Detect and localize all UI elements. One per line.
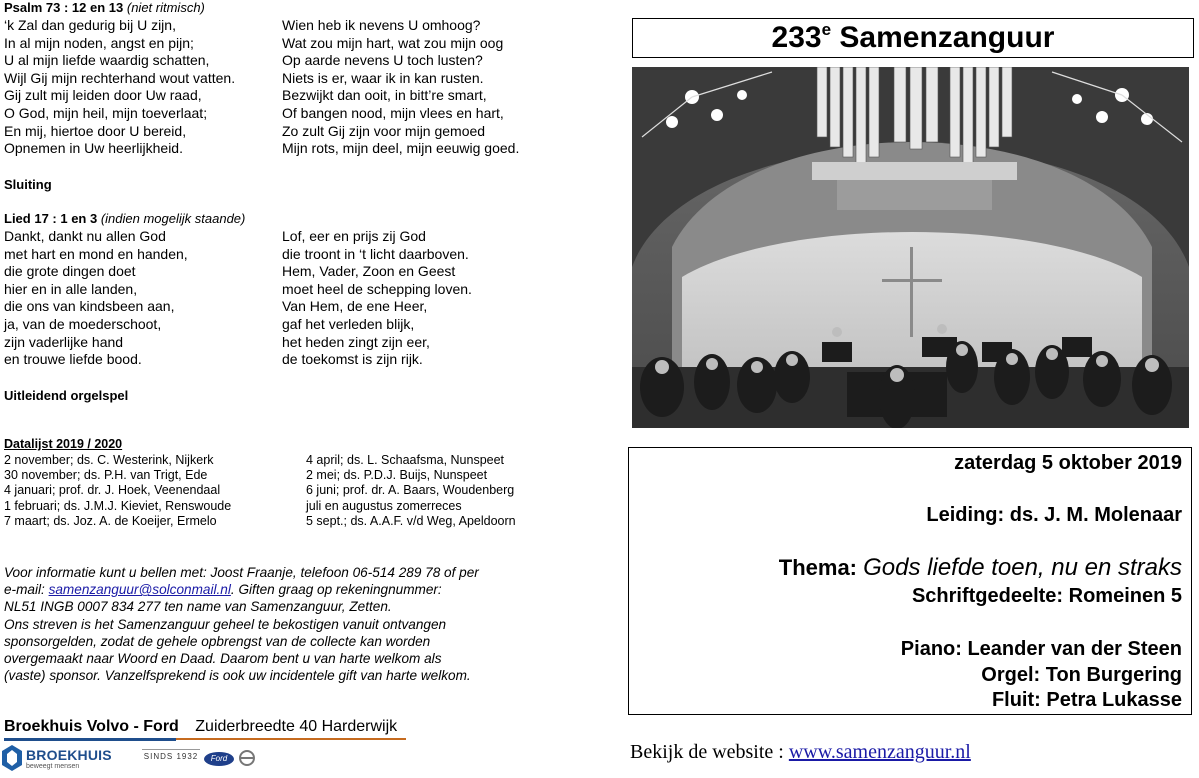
event-piano: Piano: Leander van der Steen: [900, 638, 1182, 660]
email-link[interactable]: samenzanguur@solconmail.nl: [48, 582, 231, 598]
event-thema: [779, 554, 1182, 582]
website-line: [630, 741, 971, 764]
datalijst-entry: juli en augustus zomerreces: [306, 498, 462, 513]
lied-left-column: [4, 228, 282, 369]
info-text: . Giften graag op rekeningnummer:: [230, 582, 442, 598]
website-link[interactable]: www.samenzanguur.nl: [788, 741, 971, 763]
lied-line: ja, van de moederschoot,: [4, 315, 162, 332]
datalijst-right: [306, 453, 516, 529]
datalijst-entry: 1 februari; ds. J.M.J. Kieviet, Renswoude: [4, 498, 232, 513]
psalm-line: Niets is er, waar ik in kan rusten.: [282, 69, 484, 86]
psalm-line: O God, mijn heil, mijn toeverlaat;: [4, 104, 208, 121]
psalm-right-column: [282, 17, 519, 158]
since-1932-badge: SINDS 1932: [142, 749, 200, 772]
info-line: Voor informatie kunt u bellen met: Joost Fraanje, telefoon 06-514 289 78 of per: [4, 565, 479, 580]
event-orgel: Orgel: Ton Burgering: [981, 664, 1182, 686]
broekhuis-logo-text: BROEKHUIS: [26, 747, 112, 763]
website-label: Bekijk de website :: [630, 741, 789, 763]
info-line: NL51 INGB 0007 834 277 ten name van Samenzanguur, Zetten.: [4, 599, 392, 615]
datalijst-left: [4, 453, 306, 529]
lied-note: (indien mogelijk staande): [100, 211, 246, 226]
orchestra-photo: [632, 67, 1189, 428]
datalijst-entry: 7 maart; ds. Joz. A. de Koeijer, Ermelo: [4, 513, 217, 528]
psalm-line: U al mijn liefde waardig schatten,: [4, 52, 210, 69]
psalm-line: Of bangen nood, mijn vlees en hart,: [282, 104, 504, 121]
datalijst-entry: 30 november; ds. P.H. van Trigt, Ede: [4, 468, 208, 483]
sluiting-heading: Sluiting: [4, 177, 52, 192]
lied-line: die grote dingen doet: [4, 263, 136, 280]
event-title-box: [632, 18, 1194, 58]
event-info-box: [628, 447, 1192, 715]
psalm-line: Bezwijkt dan ooit, in bitt’re smart,: [282, 87, 487, 104]
broekhuis-logo: [2, 745, 132, 775]
lied-line: zijn vaderlijke hand: [4, 333, 124, 350]
event-leiding: Leiding: ds. J. M. Molenaar: [926, 504, 1182, 526]
datalijst-title: Datalijst 2019 / 2020: [4, 437, 123, 451]
lied-right-column: [282, 228, 472, 369]
sponsor-underline-blue: [4, 738, 176, 741]
event-fluit: Fluit: Petra Lukasse: [991, 689, 1182, 711]
lied-line: Van Hem, de ene Heer,: [282, 298, 428, 315]
psalm-line: Wat zou mijn hart, wat zou mijn oog: [282, 34, 504, 51]
datalijst-entry: 4 april; ds. L. Schaafsma, Nunspeet: [306, 453, 505, 467]
lied-line: die troont in ‘t licht daarboven.: [282, 245, 469, 262]
lied-line: Lof, eer en prijs zij God: [282, 228, 426, 244]
volvo-logo-icon: [238, 748, 256, 768]
info-line: overgemaakt naar Woord en Daad. Daarom bent u van harte welkom als: [4, 651, 442, 667]
datalijst: [4, 453, 516, 529]
sponsor-line: [4, 718, 397, 736]
psalm-line: Op aarde nevens U toch lusten?: [282, 52, 483, 69]
lied-line: die ons van kindsbeen aan,: [4, 298, 175, 315]
info-block: [4, 564, 479, 684]
psalm-verses: [4, 17, 519, 158]
psalm-line: Wien heb ik nevens U omhoog?: [282, 17, 481, 33]
lied-line: met hart en mond en handen,: [4, 245, 188, 262]
lied-line: het heden zingt zijn eer,: [282, 333, 430, 350]
psalm-line: Gij zult mij leiden door Uw raad,: [4, 87, 202, 104]
lied-line: hier en in alle landen,: [4, 280, 138, 297]
datalijst-entry: 2 november; ds. C. Westerink, Nijkerk: [4, 453, 214, 467]
event-number: 233: [771, 21, 822, 54]
psalm-title: Psalm 73 : 12 en 13: [4, 0, 124, 15]
event-title: Samenzanguur: [839, 21, 1055, 54]
psalm-line: Zo zult Gij zijn voor mijn gemoed: [282, 122, 486, 139]
datalijst-entry: 5 sept.; ds. A.A.F. v/d Weg, Apeldoorn: [306, 513, 516, 528]
psalm-line: Mijn rots, mijn deel, mijn eeuwig goed.: [282, 140, 520, 157]
thema-label: Thema:: [778, 555, 858, 580]
psalm-note: (niet ritmisch): [126, 0, 205, 15]
sponsor-name: Broekhuis Volvo - Ford: [4, 718, 179, 735]
datalijst-entry: 2 mei; ds. P.D.J. Buijs, Nunspeet: [306, 468, 488, 483]
psalm-line: En mij, hiertoe door U bereid,: [4, 122, 187, 139]
orchestra-photo-image: [632, 67, 1189, 428]
lied-line: Hem, Vader, Zoon en Geest: [282, 263, 456, 280]
event-date: zaterdag 5 oktober 2019: [954, 452, 1182, 474]
info-email-prefix: e-mail:: [4, 582, 49, 598]
lied-line: de toekomst is zijn rijk.: [282, 351, 423, 368]
ford-logo-icon: Ford: [204, 752, 234, 766]
lied-verses: [4, 228, 472, 369]
event-schriftgedeelte: Schriftgedeelte: Romeinen 5: [911, 585, 1182, 607]
psalm-left-column: [4, 17, 282, 158]
info-line: [4, 581, 479, 598]
lied-title: Lied 17 : 1 en 3: [4, 211, 98, 226]
lied-line: moet heel de schepping loven.: [282, 280, 472, 297]
event-number-suffix: e: [821, 20, 832, 39]
sponsor-address: Zuiderbreedte 40 Harderwijk: [195, 718, 398, 735]
psalm-line: Opnemen in Uw heerlijkheid.: [4, 140, 183, 157]
broekhuis-mark-icon: [2, 745, 22, 771]
uitleidend-heading: Uitleidend orgelspel: [4, 388, 129, 403]
lied-line: en trouwe liefde bood.: [4, 351, 142, 368]
lied-line: Dankt, dankt nu allen God: [4, 228, 166, 244]
psalm-line: In al mijn noden, angst en pijn;: [4, 34, 194, 51]
broekhuis-tagline: beweegt mensen: [26, 763, 80, 770]
sponsor-underline-orange: [176, 738, 406, 740]
datalijst-entry: 4 januari; prof. dr. J. Hoek, Veenendaal: [4, 483, 221, 498]
info-line: (vaste) sponsor. Vanzelfsprekend is ook uw incidentele gift van harte welkom.: [4, 668, 471, 684]
lied-heading: [4, 211, 245, 226]
thema-value: Gods liefde toen, nu en straks: [863, 554, 1182, 581]
lied-line: gaf het verleden blijk,: [282, 315, 415, 332]
datalijst-entry: 6 juni; prof. dr. A. Baars, Woudenberg: [306, 483, 515, 498]
psalm-line: Wijl Gij mijn rechterhand wout vatten.: [4, 69, 236, 86]
info-line: sponsorgelden, zodat de gehele opbrengst van de collecte kan worden: [4, 633, 431, 649]
psalm-line: ‘k Zal dan gedurig bij U zijn,: [4, 17, 176, 33]
psalm-heading: [4, 0, 205, 15]
info-line: Ons streven is het Samenzanguur geheel te bekostigen vanuit ontvangen: [4, 616, 447, 632]
